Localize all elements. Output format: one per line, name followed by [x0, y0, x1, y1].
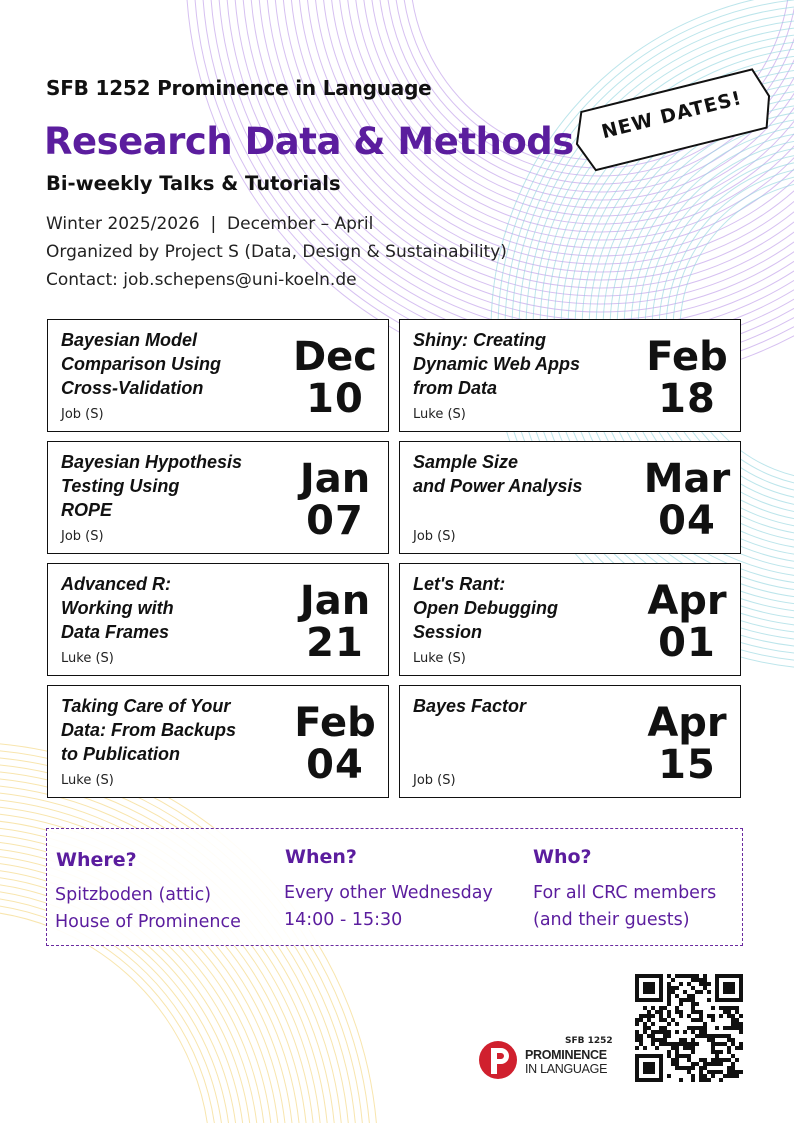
prominence-p-icon [478, 1040, 518, 1080]
page-subtitle: Bi-weekly Talks & Tutorials [46, 172, 341, 195]
organization-name: SFB 1252 Prominence in Language [46, 76, 432, 100]
when-line-1: Every other Wednesday [284, 883, 493, 903]
event-month: Apr [647, 700, 727, 746]
event-speaker: Luke (S) [61, 773, 114, 788]
event-day: 01 [658, 620, 716, 666]
badge-label: NEW DATES! [599, 87, 745, 144]
event-card [399, 685, 741, 798]
event-speaker: Job (S) [61, 529, 104, 544]
event-card [47, 319, 389, 432]
who-line-1: For all CRC members [533, 883, 717, 903]
who-line-2: (and their guests) [533, 910, 690, 930]
when-heading: When? [285, 846, 357, 868]
event-card [399, 563, 741, 676]
event-month: Jan [299, 456, 371, 502]
page-title: Research Data & Methods [44, 120, 574, 163]
event-speaker: Job (S) [413, 529, 456, 544]
event-month: Feb [294, 700, 376, 746]
event-speaker: Luke (S) [413, 651, 466, 666]
event-title: Bayesian Hypothesis Testing Using ROPE [61, 452, 243, 520]
event-card [47, 685, 389, 798]
event-month: Mar [643, 456, 731, 502]
event-speaker: Luke (S) [61, 651, 114, 666]
event-month: Dec [292, 334, 378, 380]
event-month: Apr [647, 578, 727, 624]
event-title: Taking Care of Your Data: From Backups to Publication [61, 696, 237, 764]
who-heading: Who? [533, 846, 592, 868]
event-day: 21 [306, 620, 364, 666]
event-day: 07 [306, 498, 364, 544]
event-card [47, 563, 389, 676]
event-speaker: Job (S) [413, 773, 456, 788]
event-card [399, 441, 741, 554]
event-speaker: Job (S) [61, 407, 104, 422]
logo-line-1: PROMINENCE [525, 1048, 607, 1062]
event-title: Advanced R: Working with Data Frames [61, 574, 174, 642]
logo-sfb-text: SFB 1252 [565, 1036, 613, 1046]
event-speaker: Luke (S) [413, 407, 466, 422]
where-line-1: Spitzboden (attic) [55, 885, 212, 905]
where-heading: Where? [56, 849, 137, 871]
where-line-2: House of Prominence [55, 912, 241, 932]
qr-code-icon[interactable] [635, 974, 743, 1082]
logo-line-2: IN LANGUAGE [525, 1062, 608, 1076]
event-day: 10 [306, 376, 364, 422]
term-dates: Winter 2025/2026 | December – April [46, 214, 374, 234]
event-day: 18 [658, 376, 716, 422]
organizer-line: Organized by Project S (Data, Design & Sustainability) [46, 242, 507, 262]
event-card [47, 441, 389, 554]
event-title: Let's Rant: Open Debugging Session [413, 574, 558, 642]
event-title: Shiny: Creating Dynamic Web Apps from Data [413, 330, 581, 398]
when-line-2: 14:00 - 15:30 [284, 910, 403, 930]
event-day: 04 [306, 742, 364, 788]
contact-line: Contact: job.schepens@uni-koeln.de [46, 270, 357, 290]
event-title: Sample Size and Power Analysis [413, 452, 583, 496]
prominence-logo [478, 1036, 618, 1082]
event-month: Feb [646, 334, 728, 380]
event-card [399, 319, 741, 432]
event-title: Bayes Factor [413, 696, 527, 716]
event-title: Bayesian Model Comparison Using Cross-Validation [61, 330, 222, 398]
info-box [46, 828, 743, 946]
event-month: Jan [299, 578, 371, 624]
event-day: 15 [658, 742, 716, 788]
event-day: 04 [658, 498, 716, 544]
